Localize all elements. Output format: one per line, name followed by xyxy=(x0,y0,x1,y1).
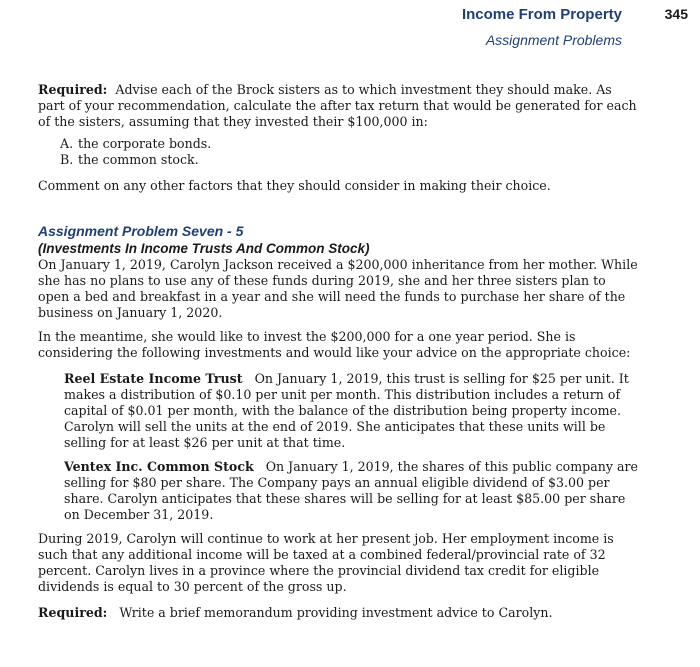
intro-comment: Comment on any other factors that they should consider in making their choice. xyxy=(38,178,551,193)
intro-required-text: Advise each of the Brock sisters as to which investment they should make. As part of your recommendation, calculate the after tax return that would be generated for each of the sisters, assuming that they invested their $100,000 in: xyxy=(38,82,637,129)
list-item-text: the corporate bonds. xyxy=(78,136,212,151)
problem-subtitle: (Investments In Income Trusts And Common Stock) xyxy=(38,241,370,256)
investment-name: Reel Estate Income Trust xyxy=(64,371,243,386)
options-list xyxy=(60,136,638,168)
page-number: 345 xyxy=(664,6,688,22)
intro-required-paragraph xyxy=(38,82,638,130)
list-item-marker: A. xyxy=(60,136,74,151)
running-header-subtitle: Assignment Problems xyxy=(485,32,622,48)
problem-required-paragraph xyxy=(38,605,638,621)
list-item-marker: B. xyxy=(60,152,74,167)
problem-required-text: Write a brief memorandum providing investment advice to Carolyn. xyxy=(119,605,553,620)
problem-paragraph-3: During 2019, Carolyn will continue to work at her present job. Her employment income is such that any additional income will be taxed at a combined federal/provincial rate of 32 percent. Carolyn lives in a province where the provincial dividend tax credit for eligible dividends is equal to 30 percent of the gross up. xyxy=(38,531,614,594)
list-item xyxy=(60,152,638,168)
investment-ventex xyxy=(64,459,638,523)
problem-title: Assignment Problem Seven - 5 xyxy=(38,223,244,239)
investment-reit xyxy=(64,371,638,451)
problem-paragraph-2: In the meantime, she would like to invest the $200,000 for a one year period. She is considering the following investments and would like your advice on the appropriate choice: xyxy=(38,329,631,360)
investment-name: Ventex Inc. Common Stock xyxy=(64,459,254,474)
problem-required-label: Required: xyxy=(38,605,108,620)
investment-text: On January 1, 2019, the shares of this public company are selling for $80 per share. The Company pays an annual eligible dividend of $3.00 per share. Carolyn anticipates that these shares will be selling for at least $85.00 per share on December 31, 2019. xyxy=(64,459,638,522)
list-item xyxy=(60,136,638,152)
list-item-text: the common stock. xyxy=(78,152,199,167)
investment-text: On January 1, 2019, this trust is selling for $25 per unit. It makes a distribution of $0.10 per unit per month. This distribution includes a return of capital of $0.01 per month, with the balance of the distribution being property income. Carolyn will sell the units at the end of 2019. She anticipates that these units will be selling for at least $26 per unit at that time. xyxy=(64,371,629,450)
page-body xyxy=(38,82,638,621)
running-header-title: Income From Property xyxy=(461,6,622,23)
intro-required-label: Required: xyxy=(38,82,108,97)
problem-paragraph-1: On January 1, 2019, Carolyn Jackson received a $200,000 inheritance from her mother. While she has no plans to use any of these funds during 2019, she and her three sisters plan to open a bed and breakfast in a year and she will need the funds to purchase her share of the business on January 1, 2020. xyxy=(38,257,638,320)
